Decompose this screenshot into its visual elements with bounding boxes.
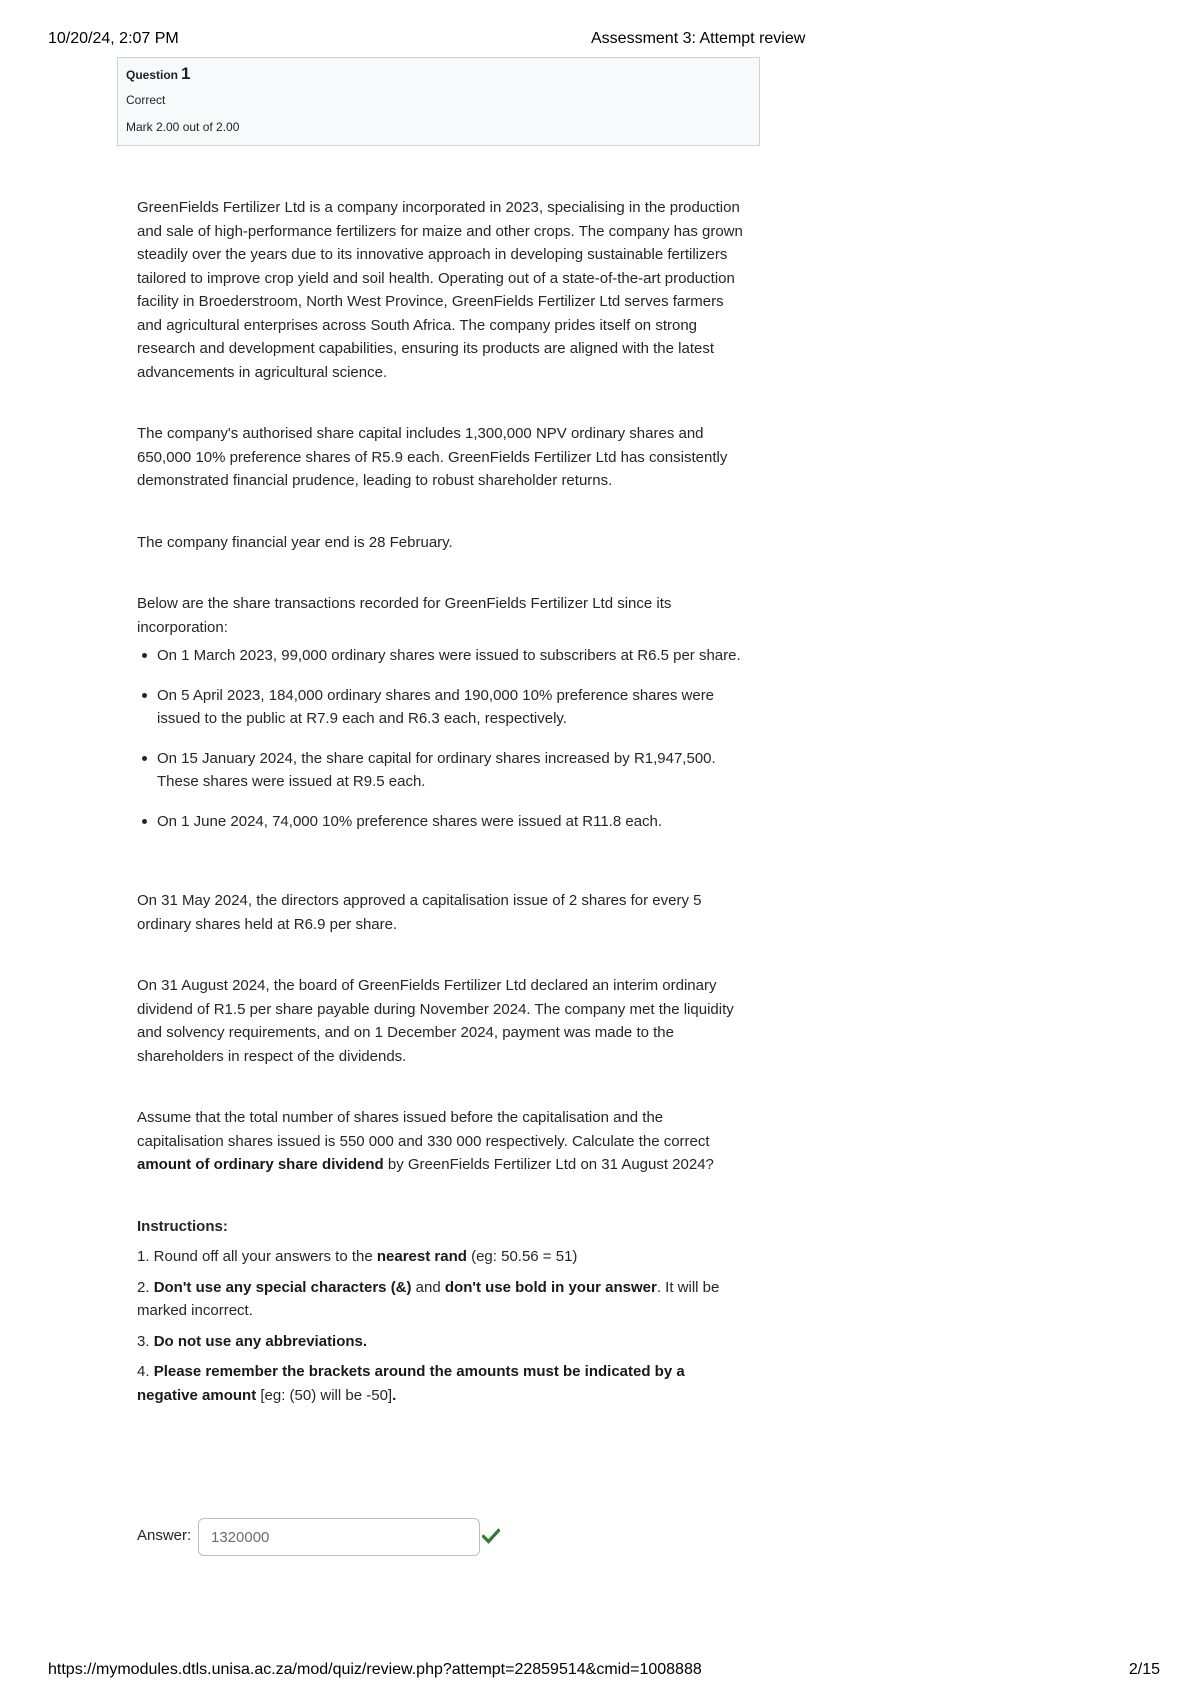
instruction-text: (eg: 50.56 = 51): [466, 1248, 578, 1265]
instructions-block: [137, 1215, 747, 1408]
question-state: Correct: [126, 93, 166, 107]
list-item: On 15 January 2024, the share capital for ordinary shares increased by R1,947,500. These shares were issued at R9.5 each.: [157, 747, 747, 794]
question-paragraph-capitalisation: On 31 May 2024, the directors approved a capitalisation issue of 2 shares for every 5 ordinary shares held at R6.9 per share.: [137, 892, 702, 933]
instruction-bold-text: Don't use any special characters (&): [153, 1278, 412, 1296]
instruction-item: [137, 1330, 747, 1354]
question-text: [137, 196, 747, 1414]
instruction-bold-text: Please remember the brackets around the amounts must be indicated by a negative amount: [137, 1363, 685, 1404]
instruction-text: 1. Round off all your answers to the: [137, 1248, 377, 1265]
answer-input[interactable]: [198, 1518, 480, 1556]
instruction-text: 4.: [137, 1363, 154, 1380]
instruction-item: [137, 1245, 747, 1269]
print-page-title: Assessment 3: Attempt review: [591, 30, 806, 47]
instruction-item: [137, 1276, 747, 1323]
print-datetime: 10/20/24, 2:07 PM: [48, 30, 179, 47]
instruction-text: . It will be marked incorrect.: [137, 1278, 720, 1319]
question-number: [126, 64, 751, 84]
transactions-block: [137, 592, 747, 833]
instruction-text: and: [411, 1278, 445, 1296]
instruction-bold-text: nearest rand: [376, 1248, 467, 1265]
task-text: Assume that the total number of shares issued before the capitalisation and the capitalisation shares issued is 550 000 and 330 000 respectively. Calculate the correct: [137, 1109, 710, 1150]
instruction-bold-text: Do not use any abbreviations.: [153, 1332, 368, 1350]
question-info-panel: [117, 57, 760, 146]
instruction-text: 3.: [137, 1332, 154, 1350]
question-paragraph-dividend: On 31 August 2024, the board of GreenFields Fertilizer Ltd declared an interim ordinary dividend of R1.5 per share payable during November 2024. The company met the liquidity and solvency requirements, and on 1 December 2024, payment was made to the shareholders in respect of the dividends.: [137, 977, 734, 1065]
print-header: [48, 30, 1152, 52]
instructions-heading: Instructions:: [137, 1217, 228, 1235]
task-text-end: by GreenFields Fertilizer Ltd on 31 August 2024?: [383, 1156, 714, 1173]
print-footer: [48, 1661, 1160, 1683]
instruction-item: [137, 1360, 747, 1407]
list-item: On 1 March 2023, 99,000 ordinary shares were issued to subscribers at R6.5 per share.: [157, 644, 747, 668]
print-page-number: 2/15: [1128, 1661, 1160, 1678]
question-paragraph-company: GreenFields Fertilizer Ltd is a company incorporated in 2023, specialising in the production and sale of high-performance fertilizers for maize and other crops. The company has grown steadily over the years due to its innovative approach in developing sustainable fertilizers tailored to improve crop yield and soil health. Operating out of a state-of-the-art production facility in Broederstroom, North West Province, GreenFields Fertilizer Ltd serves farmers and agricultural enterprises across South Africa. The company prides itself on strong research and development capabilities, ensuring its products are aligned with the latest advancements in agricultural science.: [137, 199, 743, 381]
question-label: Question: [126, 68, 179, 82]
question-paragraph-share-capital: The company's authorised share capital includes 1,300,000 NPV ordinary shares and 650,000 10% preference shares of R5.9 each. GreenFields Fertilizer Ltd has consistently demonstrated financial prudence, leading to robust shareholder returns.: [137, 425, 728, 489]
question-grade: Mark 2.00 out of 2.00: [126, 120, 240, 134]
print-page-url: https://mymodules.dtls.unisa.ac.za/mod/quiz/review.php?attempt=22859514&cmid=1008888: [48, 1661, 702, 1678]
task-bold-text: amount of ordinary share dividend: [137, 1156, 384, 1173]
instruction-bold-text: .: [392, 1386, 397, 1404]
transactions-list: [137, 644, 747, 833]
instruction-text: [eg: (50) will be -50]: [256, 1386, 393, 1404]
question-task: [137, 1106, 747, 1177]
question-paragraph-year-end: The company financial year end is 28 February.: [137, 533, 453, 551]
instruction-bold-text: don't use bold in your answer: [444, 1278, 657, 1296]
transactions-intro: Below are the share transactions recorded for GreenFields Fertilizer Ltd since its incorporation:: [137, 595, 672, 636]
answer-label: Answer:: [137, 1527, 192, 1544]
list-item: On 1 June 2024, 74,000 10% preference shares were issued at R11.8 each.: [157, 810, 747, 834]
question-number-value: 1: [181, 64, 191, 83]
check-icon: [482, 1528, 500, 1544]
instruction-text: 2.: [137, 1278, 154, 1296]
list-item: On 5 April 2023, 184,000 ordinary shares and 190,000 10% preference shares were issued to the public at R7.9 each and R6.3 each, respectively.: [157, 684, 747, 731]
